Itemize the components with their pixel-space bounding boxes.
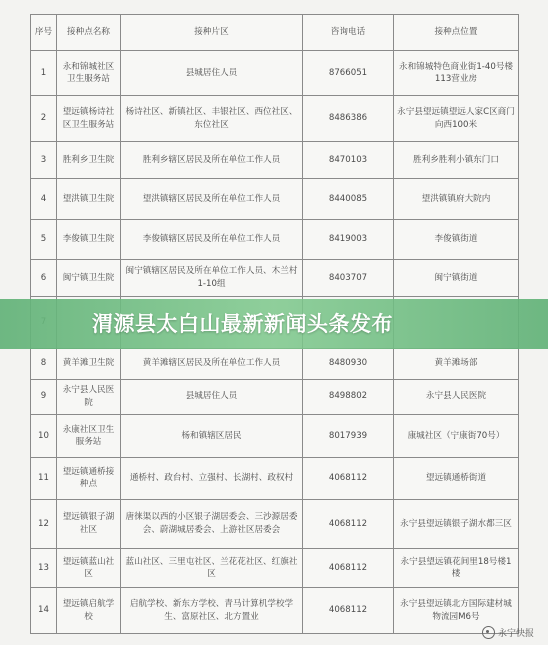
cell-location: 永宁县望远镇望远人家C区商门向西100米	[394, 96, 519, 141]
cell-site: 黄羊滩卫生院	[57, 348, 121, 379]
cell-area: 通桥村、政台村、立强村、长湖村、政权村	[121, 458, 303, 499]
cell-no: 2	[31, 96, 57, 141]
cell-phone: 8017939	[303, 414, 394, 457]
table-row	[31, 348, 519, 379]
header-phone: 咨询电话	[303, 15, 394, 51]
cell-area: 闽宁镇辖区居民及所在单位工作人员、木兰村1-10组	[121, 259, 303, 296]
cell-phone: 8419003	[303, 220, 394, 259]
table-row	[31, 549, 519, 588]
table-row	[31, 179, 519, 220]
header-location: 接种点位置	[394, 15, 519, 51]
cell-location: 永宁县人民医院	[394, 379, 519, 414]
cell-no: 11	[31, 458, 57, 499]
cell-phone: 8440085	[303, 179, 394, 220]
cell-phone: 4068112	[303, 549, 394, 588]
cell-no: 8	[31, 348, 57, 379]
table-header-row	[31, 15, 519, 51]
watermark	[482, 626, 534, 639]
cell-location: 闽宁镇街道	[394, 259, 519, 296]
cell-site: 李俊镇卫生院	[57, 220, 121, 259]
cell-area: 杨诗社区、新镇社区、丰银社区、西位社区、东位社区	[121, 96, 303, 141]
cell-location: 永宁县望远镇花间里18号楼1楼	[394, 549, 519, 588]
cell-location: 望远镇通桥街道	[394, 458, 519, 499]
cell-no: 9	[31, 379, 57, 414]
table-row	[31, 51, 519, 96]
cell-site: 永和锦城社区卫生服务站	[57, 51, 121, 96]
table-row	[31, 96, 519, 141]
cell-phone: 4068112	[303, 588, 394, 634]
table-row	[31, 220, 519, 259]
cell-area: 黄羊滩辖区居民及所在单位工作人员	[121, 348, 303, 379]
wechat-icon	[482, 626, 495, 639]
cell-no: 12	[31, 499, 57, 549]
cell-area: 胜利乡辖区居民及所在单位工作人员	[121, 141, 303, 178]
cell-site: 望远镇启航学校	[57, 588, 121, 634]
cell-location: 黄羊滩场部	[394, 348, 519, 379]
cell-area: 李俊镇辖区居民及所在单位工作人员	[121, 220, 303, 259]
table-row	[31, 259, 519, 296]
cell-site: 望洪镇卫生院	[57, 179, 121, 220]
cell-no: 13	[31, 549, 57, 588]
header-no: 序号	[31, 15, 57, 51]
cell-no: 1	[31, 51, 57, 96]
cell-phone: 8470103	[303, 141, 394, 178]
cell-phone: 8498802	[303, 379, 394, 414]
cell-no: 6	[31, 259, 57, 296]
table-row	[31, 414, 519, 457]
cell-site: 胜利乡卫生院	[57, 141, 121, 178]
cell-site: 望远镇银子湖社区	[57, 499, 121, 549]
cell-phone: 4068112	[303, 499, 394, 549]
cell-area: 县城居住人员	[121, 51, 303, 96]
header-area: 接种片区	[121, 15, 303, 51]
headline-title: 渭源县太白山最新新闻头条发布	[92, 312, 393, 336]
cell-no: 10	[31, 414, 57, 457]
table-row	[31, 499, 519, 549]
cell-site: 望远镇蓝山社区	[57, 549, 121, 588]
cell-area: 启航学校、新东方学校、青马计算机学校学生、富原社区、北方置业	[121, 588, 303, 634]
cell-no: 5	[31, 220, 57, 259]
table-row	[31, 458, 519, 499]
cell-no: 14	[31, 588, 57, 634]
cell-location: 永宁县望远镇北方国际建材城物流园M6号	[394, 588, 519, 634]
cell-area: 杨和镇辖区居民	[121, 414, 303, 457]
cell-no: 3	[31, 141, 57, 178]
table-row	[31, 141, 519, 178]
watermark-text: 永宁快报	[497, 629, 534, 639]
cell-area: 蓝山社区、三里屯社区、兰花花社区、红旗社区	[121, 549, 303, 588]
cell-phone: 8486386	[303, 96, 394, 141]
cell-site: 永康社区卫生服务站	[57, 414, 121, 457]
cell-area: 县城居住人员	[121, 379, 303, 414]
cell-location: 永宁县望远镇银子湖水都三区	[394, 499, 519, 549]
cell-location: 永和锦城特色商业街1-40号楼113营业房	[394, 51, 519, 96]
cell-site: 永宁县人民医院	[57, 379, 121, 414]
cell-location: 康城社区（宁康街70号）	[394, 414, 519, 457]
table-row	[31, 588, 519, 634]
cell-site: 闽宁镇卫生院	[57, 259, 121, 296]
cell-location: 胜利乡胜利小镇东门口	[394, 141, 519, 178]
cell-area: 望洪镇辖区居民及所在单位工作人员	[121, 179, 303, 220]
header-site: 接种点名称	[57, 15, 121, 51]
cell-site: 望远镇杨诗社区卫生服务站	[57, 96, 121, 141]
cell-location: 望洪镇镇府大院内	[394, 179, 519, 220]
cell-phone: 4068112	[303, 458, 394, 499]
cell-no: 4	[31, 179, 57, 220]
cell-area: 唐徕渠以西的小区银子湖居委会、三沙源居委会、蔚湖城居委会、上游社区居委会	[121, 499, 303, 549]
cell-phone: 8403707	[303, 259, 394, 296]
cell-site: 望远镇通桥接种点	[57, 458, 121, 499]
cell-phone: 8480930	[303, 348, 394, 379]
cell-location: 李俊镇街道	[394, 220, 519, 259]
cell-phone: 8766051	[303, 51, 394, 96]
table-row	[31, 379, 519, 414]
